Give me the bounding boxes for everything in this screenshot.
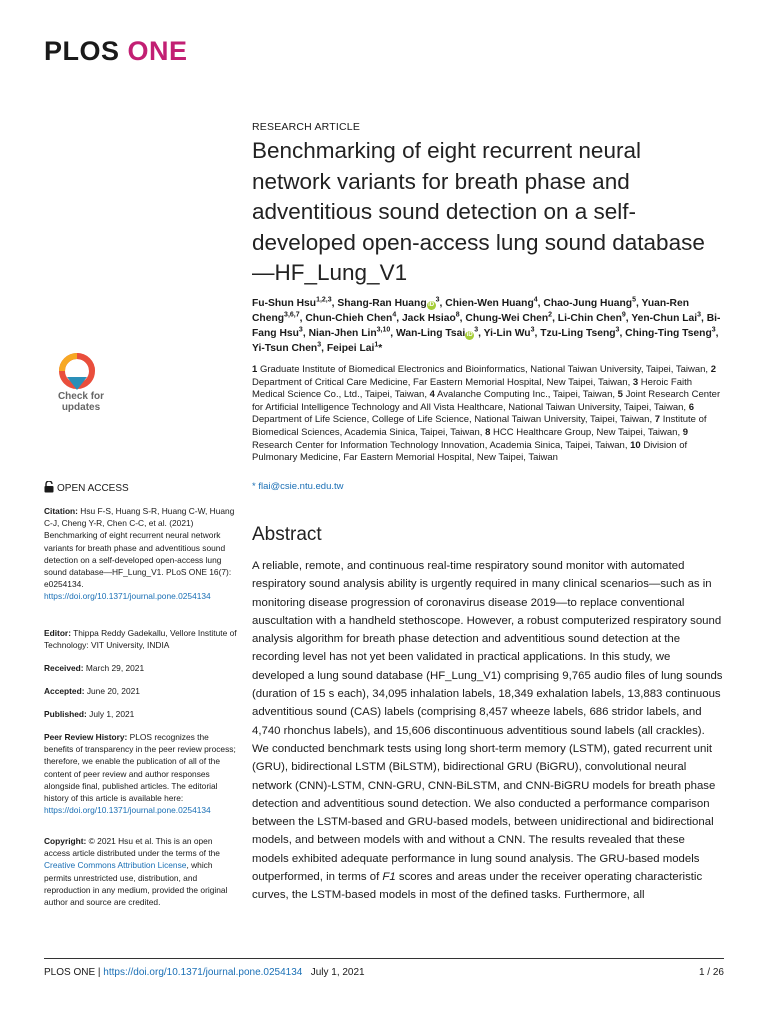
author: [445, 298, 537, 309]
open-lock-icon: [44, 481, 54, 493]
citation-block: [44, 505, 239, 603]
accepted-block: [44, 685, 239, 697]
affiliations: [252, 364, 722, 465]
copyright-text: © 2021 Hsu et al. This is an open access article distributed under the terms of the: [44, 836, 220, 859]
affiliation-text: Department of Critical Care Medicine, Far Eastern Memorial Hospital, New Taipei, Taiwan,: [252, 376, 631, 388]
author: [625, 328, 715, 339]
footer-date: July 1, 2021: [302, 967, 365, 978]
author: [402, 313, 460, 324]
peer-review-label: Peer Review History:: [44, 732, 128, 742]
peer-review-block: [44, 731, 239, 816]
copyright-block: [44, 835, 239, 908]
article-type: RESEARCH ARTICLE: [252, 121, 361, 133]
page-number: 1 / 26: [698, 967, 724, 978]
affiliation-number: 5: [617, 389, 623, 401]
abstract-part-2: scores and areas under the receiver operating characteristic curves, the LSTM-based models in most of the defined tasks. Furthermore, all: [252, 871, 703, 902]
author: [309, 328, 391, 339]
author-name: Bi-Fang Hsu: [252, 313, 721, 339]
author: [396, 328, 478, 339]
author-name: Ching-Ting Tseng: [625, 328, 712, 339]
author-name: Chun-Chieh Chen: [305, 313, 393, 324]
author-name: Li-Chin Chen: [557, 313, 622, 324]
author: [465, 313, 552, 324]
author-name: Yen-Chun Lai: [631, 313, 698, 324]
footer-rule: [44, 958, 724, 959]
author-affiliation-sup: 2: [548, 311, 553, 319]
published-block: [44, 708, 239, 720]
article-title: Benchmarking of eight recurrent neural network variants for breath phase and adventitious sound detection on a self-developed open-access lung sound database—HF_Lung_V1: [252, 138, 705, 285]
abstract-heading: Abstract: [252, 524, 322, 545]
author-name: Yi-Lin Wu: [483, 328, 531, 339]
affiliation-text: Joint Research Center for Artificial Intelligence Technology and All Vista Healthcare, National Taiwan University, Taipei, Taiwan,: [252, 389, 721, 413]
author: [631, 313, 701, 324]
author-affiliation-sup: 9: [621, 311, 626, 319]
author-affiliation-sup: 8: [455, 311, 460, 319]
received-label: Received:: [44, 663, 84, 673]
published-label: Published:: [44, 709, 87, 719]
author-affiliation-sup: 3: [298, 326, 303, 334]
author-name: Fu-Shun Hsu: [252, 298, 317, 309]
affiliation-text: Research Center for Information Technology Innovation, Academia Sinica, Taipei, Taiwan,: [252, 439, 628, 451]
copyright-text-end: , which permits unrestricted use, distribution, and reproduction in any medium, provided the original author and source are credited.: [44, 860, 228, 908]
affiliation-text: Heroic Faith Medical Science Co., Ltd., Taipei, Taiwan,: [252, 376, 693, 401]
affiliation-number: 3: [632, 376, 639, 388]
author-affiliation-sup: 3: [317, 341, 322, 349]
affiliation-number: 10: [630, 439, 641, 451]
author: [540, 328, 619, 339]
author-affiliation-sup: 4: [392, 311, 397, 319]
author-name: Yuan-Ren Cheng: [252, 298, 690, 324]
corresponding-star: *: [378, 343, 383, 354]
author-affiliation-sup: 3,10: [376, 326, 391, 334]
affiliation-text: Department of Life Science, College of Life Science, National Taiwan University, Taipei, Taiwan,: [252, 414, 653, 426]
corresponding-email[interactable]: * flai@csie.ntu.edu.tw: [252, 481, 344, 492]
author-affiliation-sup: 1: [374, 341, 379, 349]
received-date: March 29, 2021: [83, 663, 145, 673]
abstract-text: [252, 557, 724, 905]
editor-text: Thippa Reddy Gadekallu, Vellore Institute of Technology: VIT University, INDIA: [44, 628, 237, 651]
logo-plos: PLOS: [44, 36, 120, 66]
citation-text: Hsu F-S, Huang S-R, Huang C-W, Huang C-J, Cheng Y-R, Chen C-C, et al. (2021) Benchmarking of eight recurrent neural network variants for breath phase and adventitious sound detection on a self-developed open-access lung sound database—HF_Lung_V1. PLoS ONE 16(7): e0254134.: [44, 506, 235, 590]
affiliation-number: 8: [485, 426, 491, 438]
affiliation-text: HCC Healthcare Group, New Taipei, Taiwan,: [493, 426, 681, 438]
footer-journal: PLOS ONE |: [44, 967, 104, 978]
editor-label: Editor:: [44, 628, 71, 638]
published-date: July 1, 2021: [86, 709, 135, 719]
author-affiliation-sup: 3,6,7: [284, 311, 300, 319]
footer-doi-link[interactable]: https://doi.org/10.1371/journal.pone.0254134: [103, 967, 303, 978]
received-block: [44, 662, 239, 674]
affiliation-text: Graduate Institute of Biomedical Electronics and Bioinformatics, National Taiwan University, Taipei, Taiwan,: [259, 364, 709, 375]
author-affiliation-sup: 3: [474, 326, 479, 334]
author: [327, 343, 382, 354]
author: [558, 313, 626, 324]
author-affiliation-sup: 3: [615, 326, 620, 334]
orcid-icon[interactable]: iD: [466, 332, 473, 338]
check-for-updates-label[interactable]: Check for updates: [57, 391, 105, 413]
affiliation-text: Avalanche Computing Inc., Taipei, Taiwan,: [437, 389, 616, 401]
author: [252, 298, 332, 309]
logo-one: ONE: [127, 36, 188, 66]
author: [305, 313, 396, 324]
affiliation-text: Division of Pulmonary Medicine, Far Eastern Memorial Hospital, New Taipei, Taiwan: [252, 439, 688, 464]
peer-review-link[interactable]: https://doi.org/10.1371/journal.pone.0254134: [44, 805, 211, 816]
citation-label: Citation:: [44, 506, 78, 516]
author-affiliation-sup: 5: [632, 296, 636, 304]
author-affiliation-sup: 3: [711, 326, 716, 334]
author-affiliation-sup: 4: [533, 296, 538, 304]
peer-review-text: PLOS recognizes the benefits of transparency in the peer review process; therefore, we enable the publication of all of the content of peer review and author responses alongside final, published articles. The editorial history of this article is available here:: [44, 732, 236, 804]
open-access: [44, 481, 129, 494]
author: [484, 328, 535, 339]
affiliation-number: 1: [252, 364, 258, 375]
author-name: Chien-Wen Huang: [445, 298, 534, 309]
open-access-label: OPEN ACCESS: [57, 483, 129, 494]
abstract-part-1: A reliable, remote, and continuous real-time respiratory sound monitor with automated respiratory sound analysis ability is urgently required in many clinical scenarios—such as in monitoring disease progression of coronavirus disease 2019—to replace conventional auscultation with a handheld stethoscope. However, a robust computerized respiratory sound analysis algorithm for breath phase detection and adventitious sound detection at the recording level has not yet been validated in practical applications. In this study, we developed a lung sound database (HF_Lung_V1) comprising 9,765 audio files of lung sounds (duration of 15 s each), 34,095 inhalation labels, 18,349 exhalation labels, 13,883 continuous adventitious sound (CAS) labels (comprising 8,457 wheeze labels, 686 stridor labels, and 4,740 rhonchus labels), and 15,606 discontinuous adventitious sound labels (all crackles). We conducted benchmark tests using long short-term memory (LSTM), gated recurrent unit (GRU), bidirectional LSTM (BiLSTM), bidirectional GRU (BiGRU), convolutional neural network (CNN)-LSTM, CNN-GRU, CNN-BiLSTM, and CNN-BiGRU models for breath phase detection and adventitious sound detection. We also conducted a performance comparison between the LSTM-based and GRU-based models, between unidirectional and bidirectional models, and between models with and without a CNN. The results revealed that these models exhibited adequate performance in lung sound analysis. The GRU-based models outperformed, in terms of: [252, 560, 723, 884]
author-name: Tzu-Ling Tseng: [540, 328, 616, 339]
author-affiliation-sup: 3: [435, 296, 440, 304]
author-affiliation-sup: 1,2,3: [316, 296, 332, 304]
affiliation-text: Institute of Biomedical Sciences, Academia Sinica, Taipei, Taiwan,: [252, 414, 707, 438]
author-affiliation-sup: 3: [697, 311, 702, 319]
affiliation-number: 6: [688, 401, 695, 413]
journal-logo[interactable]: [44, 36, 188, 67]
author-name: Yi-Tsun Chen: [252, 343, 318, 354]
author-name: Chung-Wei Chen: [465, 313, 549, 324]
affiliation-number: 2: [710, 364, 717, 375]
author-name: Wan-Ling Tsai: [396, 328, 466, 339]
license-link[interactable]: Creative Commons Attribution License: [44, 860, 187, 871]
accepted-label: Accepted:: [44, 686, 85, 696]
affiliation-number: 4: [429, 389, 435, 401]
orcid-icon[interactable]: iD: [428, 302, 435, 308]
author-name: Chao-Jung Huang: [543, 298, 633, 309]
author-name: Nian-Jhen Lin: [308, 328, 377, 339]
author: [543, 298, 636, 309]
author-affiliation-sup: 3: [530, 326, 535, 334]
author-name: Feipei Lai: [326, 343, 375, 354]
citation-doi-link[interactable]: https://doi.org/10.1371/journal.pone.0254134: [44, 591, 211, 602]
accepted-date: June 20, 2021: [84, 686, 140, 696]
author: [337, 298, 439, 309]
abstract-f1: F1: [382, 871, 396, 884]
affiliation-number: 7: [654, 414, 661, 426]
author-name: Shang-Ran Huang: [337, 298, 427, 309]
author: [252, 343, 321, 354]
author-list: Fu-Shun Hsu$^{1,2,3}$, Shang-Ran Huang $iD^3$, Chien-Wen Huang$^4$, Chao-Jung Huang$^5$, Yuan-Ren Cheng$^{3,6,7}$, Chun-Chieh Chen$^4$, Jack Hsiao$^8$, Chung-Wei Chen$^2$, Li-Chin Chen$^9$, Yen-Chun Lai$^3$, Bi-Fang Hsu$^3$, Nian-Jhen Lin$^{3,10}$, Wan-Ling Tsai $iD^3$, Yi-Lin Wu$^3$, Tzu-Ling Tseng$^3$, Ching-Ting Tseng$^3$, Yi-Tsun Chen$^3$, Feipei Lai$^1$*: [252, 296, 721, 354]
footer: [44, 967, 365, 978]
editor-block: [44, 627, 239, 651]
affiliation-number: 9: [682, 426, 689, 438]
copyright-label: Copyright:: [44, 836, 87, 846]
author-name: Jack Hsiao: [401, 313, 456, 324]
